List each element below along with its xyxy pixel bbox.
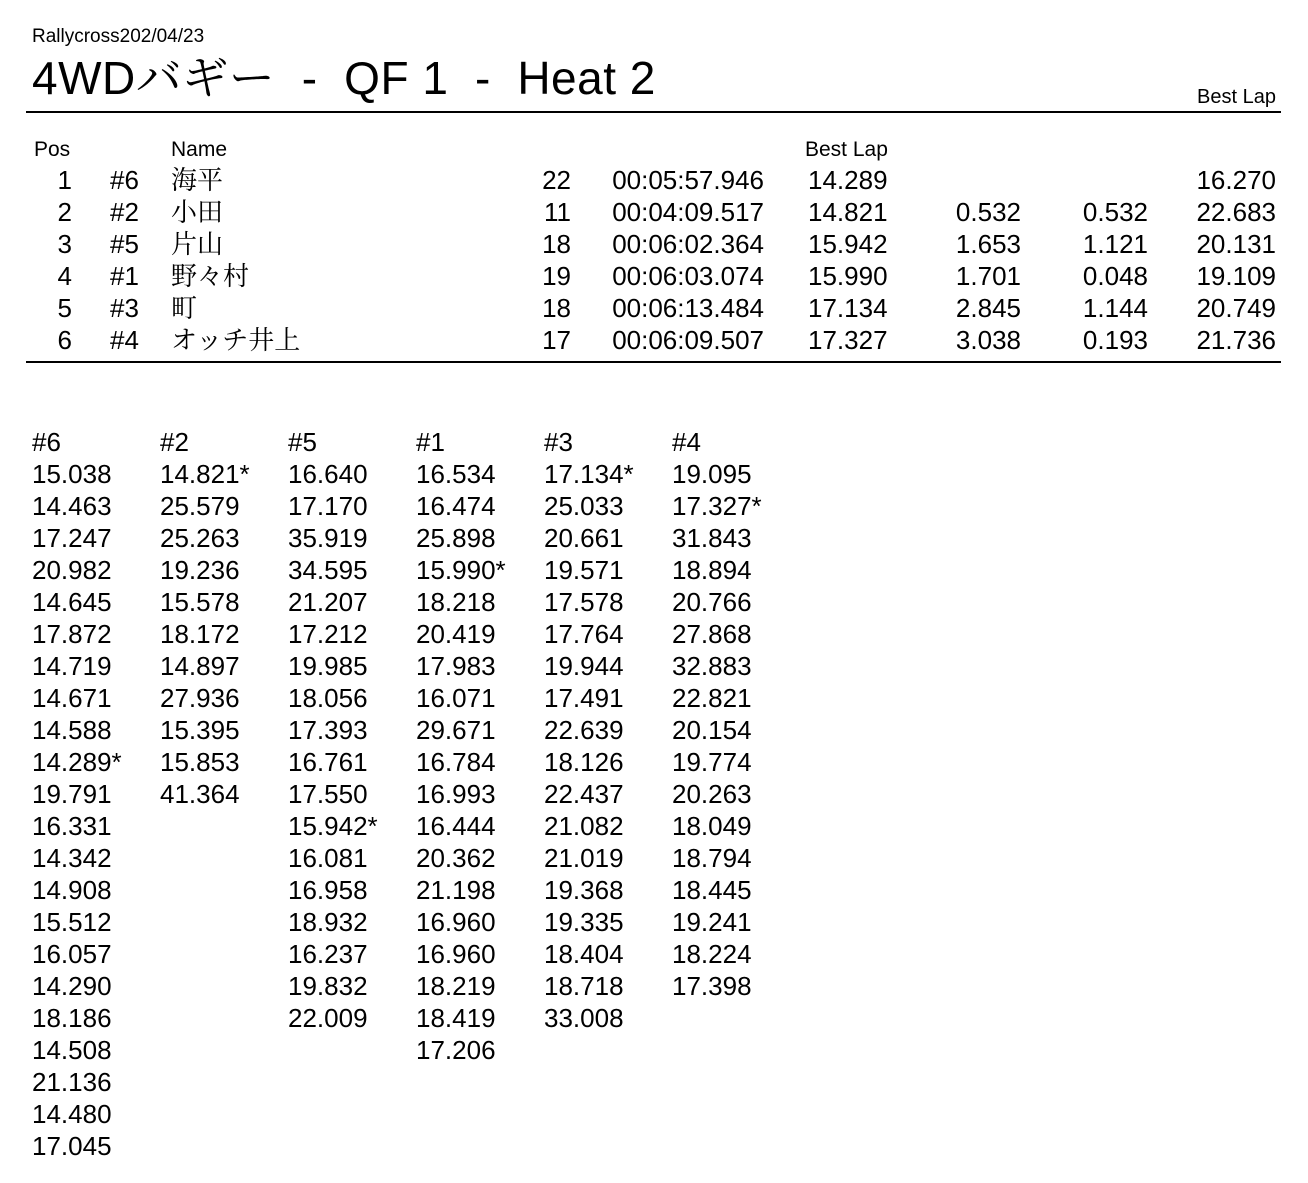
result-best-lap: 17.327: [808, 325, 888, 355]
lap-column-car-number: #5: [288, 427, 317, 457]
lap-time: 14.821*: [160, 459, 250, 489]
lap-time: 18.049: [672, 811, 752, 841]
lap-time: 17.045: [32, 1131, 112, 1161]
lap-time: 15.512: [32, 907, 112, 937]
lap-time: 21.082: [544, 811, 624, 841]
lap-time: 16.784: [416, 747, 496, 777]
lap-time: 22.009: [288, 1003, 368, 1033]
result-race-time: 00:06:03.074: [612, 261, 764, 291]
page-title: 4WDバギー - QF 1 - Heat 2: [32, 52, 656, 104]
result-race-time: 00:06:09.507: [612, 325, 764, 355]
lap-time: 17.550: [288, 779, 368, 809]
table-row: [0, 228, 1308, 260]
lap-time: 17.983: [416, 651, 496, 681]
lap-time: 34.595: [288, 555, 368, 585]
result-race-time: 00:05:57.946: [612, 165, 764, 195]
lap-time: 19.241: [672, 907, 752, 937]
table-row: [0, 292, 1308, 324]
table-row: [0, 164, 1308, 196]
lap-time: 22.437: [544, 779, 624, 809]
lap-time: 22.639: [544, 715, 624, 745]
lap-time: 18.404: [544, 939, 624, 969]
lap-time: 17.206: [416, 1035, 496, 1065]
result-best-lap: 15.942: [808, 229, 888, 259]
result-driver-name: オッチ井上: [171, 325, 301, 355]
result-pos: 2: [57, 197, 72, 227]
result-best-lap: 15.990: [808, 261, 888, 291]
lap-time: 19.791: [32, 779, 112, 809]
lap-time: 21.136: [32, 1067, 112, 1097]
result-ave-lap: 19.109: [1196, 261, 1276, 291]
result-ave-lap: 20.749: [1196, 293, 1276, 323]
result-pos: 5: [57, 293, 72, 323]
lap-time: 18.219: [416, 971, 496, 1001]
result-diff: 3.038: [955, 325, 1021, 355]
lap-time: 14.908: [32, 875, 112, 905]
lap-time: 17.872: [32, 619, 112, 649]
result-pos: 4: [57, 261, 72, 291]
lap-time: 17.327*: [672, 491, 762, 521]
lap-time: 25.263: [160, 523, 240, 553]
lap-time: 15.942*: [288, 811, 378, 841]
lap-time: 19.832: [288, 971, 368, 1001]
lap-time: 19.236: [160, 555, 240, 585]
result-driver-name: 野々村: [171, 261, 250, 291]
lap-time: 17.247: [32, 523, 112, 553]
lap-time: 15.395: [160, 715, 240, 745]
result-best-lap: 17.134: [808, 293, 888, 323]
lap-time: 19.335: [544, 907, 624, 937]
lap-time: 15.853: [160, 747, 240, 777]
top-divider: [26, 111, 1281, 113]
result-race-time: 00:06:02.364: [612, 229, 764, 259]
lap-time: 14.290: [32, 971, 112, 1001]
result-diff: 1.653: [955, 229, 1021, 259]
lap-time: 17.393: [288, 715, 368, 745]
lap-time: 33.008: [544, 1003, 624, 1033]
lap-time: 32.883: [672, 651, 752, 681]
table-row: [0, 324, 1308, 356]
event-label: Rallycross202/04/23: [32, 26, 205, 47]
lap-time: 16.960: [416, 939, 496, 969]
lap-time: 16.444: [416, 811, 496, 841]
result-car-number: #3: [110, 293, 139, 323]
lap-time: 16.331: [32, 811, 112, 841]
result-driver-name: 小田: [171, 197, 224, 227]
result-pos: 1: [57, 165, 72, 195]
lap-time: 19.985: [288, 651, 368, 681]
lap-time: 20.263: [672, 779, 752, 809]
lap-time: 16.960: [416, 907, 496, 937]
lap-time: 15.038: [32, 459, 112, 489]
lap-time: 16.534: [416, 459, 496, 489]
result-laps: 17: [542, 325, 571, 355]
lap-time: 18.894: [672, 555, 752, 585]
lap-time: 14.508: [32, 1035, 112, 1065]
lap-time: 15.578: [160, 587, 240, 617]
lap-time: 16.474: [416, 491, 496, 521]
lap-time: 17.212: [288, 619, 368, 649]
lap-time: 17.170: [288, 491, 368, 521]
result-driver-name: 町: [171, 293, 198, 323]
lap-time: 14.289*: [32, 747, 122, 777]
result-race-time: 00:04:09.517: [612, 197, 764, 227]
result-ave-lap: 22.683: [1196, 197, 1276, 227]
header-pos: Pos: [34, 138, 71, 161]
lap-time: 31.843: [672, 523, 752, 553]
lap-time: 15.990*: [416, 555, 506, 585]
result-gap: 1.121: [1082, 229, 1148, 259]
lap-time: 14.588: [32, 715, 112, 745]
lap-time: 20.766: [672, 587, 752, 617]
lap-time: 35.919: [288, 523, 368, 553]
lap-time: 18.172: [160, 619, 240, 649]
lap-time: 14.645: [32, 587, 112, 617]
lap-time: 17.398: [672, 971, 752, 1001]
result-gap: 0.048: [1082, 261, 1148, 291]
lap-time: 16.640: [288, 459, 368, 489]
lap-time: 16.993: [416, 779, 496, 809]
result-pos: 3: [57, 229, 72, 259]
lap-time: 18.186: [32, 1003, 112, 1033]
lap-time: 20.661: [544, 523, 624, 553]
result-car-number: #5: [110, 229, 139, 259]
lap-time: 18.419: [416, 1003, 496, 1033]
table-row: [0, 196, 1308, 228]
lap-time: 18.445: [672, 875, 752, 905]
lap-column: [672, 426, 800, 1002]
result-driver-name: 片山: [171, 229, 224, 259]
lap-time: 14.463: [32, 491, 112, 521]
result-diff: 2.845: [955, 293, 1021, 323]
lap-time: 14.671: [32, 683, 112, 713]
lap-time: 18.126: [544, 747, 624, 777]
result-driver-name: 海平: [171, 165, 224, 195]
lap-time: 14.719: [32, 651, 112, 681]
result-best-lap: 14.289: [808, 165, 888, 195]
lap-time: 14.342: [32, 843, 112, 873]
result-car-number: #4: [110, 325, 139, 355]
result-laps: 19: [542, 261, 571, 291]
lap-column: [160, 426, 288, 810]
lap-time: 18.224: [672, 939, 752, 969]
lap-time: 27.868: [672, 619, 752, 649]
sort-label: Best Lap: [1197, 86, 1276, 108]
lap-time: 25.898: [416, 523, 496, 553]
lap-time: 18.794: [672, 843, 752, 873]
result-laps: 18: [542, 229, 571, 259]
lap-time: 18.718: [544, 971, 624, 1001]
lap-column: [288, 426, 416, 1034]
lap-time: 20.419: [416, 619, 496, 649]
bottom-divider: [26, 361, 1281, 363]
result-ave-lap: 20.131: [1196, 229, 1276, 259]
result-diff: 1.701: [955, 261, 1021, 291]
lap-column-car-number: #3: [544, 427, 573, 457]
lap-time: 14.897: [160, 651, 240, 681]
header-best-lap: Best Lap: [805, 138, 888, 161]
lap-time: 19.944: [544, 651, 624, 681]
lap-time: 14.480: [32, 1099, 112, 1129]
lap-time: 19.095: [672, 459, 752, 489]
lap-column-car-number: #1: [416, 427, 445, 457]
lap-time: 25.033: [544, 491, 624, 521]
lap-time: 25.579: [160, 491, 240, 521]
lap-time: 16.761: [288, 747, 368, 777]
lap-time: 19.368: [544, 875, 624, 905]
lap-time: 29.671: [416, 715, 496, 745]
lap-time: 16.958: [288, 875, 368, 905]
lap-time: 16.081: [288, 843, 368, 873]
lap-time: 21.198: [416, 875, 496, 905]
result-diff: 0.532: [955, 197, 1021, 227]
result-ave-lap: 16.270: [1196, 165, 1276, 195]
lap-time: 21.019: [544, 843, 624, 873]
lap-time: 27.936: [160, 683, 240, 713]
lap-time: 19.774: [672, 747, 752, 777]
result-ave-lap: 21.736: [1196, 325, 1276, 355]
lap-column-car-number: #4: [672, 427, 701, 457]
lap-column-car-number: #2: [160, 427, 189, 457]
lap-column: [32, 426, 160, 1162]
lap-column: [544, 426, 672, 1034]
result-gap: 0.193: [1082, 325, 1148, 355]
lap-column: [416, 426, 544, 1066]
result-gap: 0.532: [1082, 197, 1148, 227]
lap-time: 41.364: [160, 779, 240, 809]
lap-time: 19.571: [544, 555, 624, 585]
table-row: [0, 260, 1308, 292]
lap-time: 20.154: [672, 715, 752, 745]
result-car-number: #2: [110, 197, 139, 227]
result-car-number: #6: [110, 165, 139, 195]
lap-time: 21.207: [288, 587, 368, 617]
result-laps: 22: [542, 165, 571, 195]
lap-column-car-number: #6: [32, 427, 61, 457]
result-laps: 18: [542, 293, 571, 323]
result-pos: 6: [57, 325, 72, 355]
lap-time: 18.056: [288, 683, 368, 713]
lap-time: 20.362: [416, 843, 496, 873]
lap-time: 20.982: [32, 555, 112, 585]
lap-time: 22.821: [672, 683, 752, 713]
lap-time: 17.134*: [544, 459, 634, 489]
lap-time: 16.071: [416, 683, 496, 713]
lap-time: 18.218: [416, 587, 496, 617]
header-name: Name: [171, 138, 228, 161]
lap-time: 16.237: [288, 939, 368, 969]
result-car-number: #1: [110, 261, 139, 291]
result-gap: 1.144: [1082, 293, 1148, 323]
lap-time: 17.578: [544, 587, 624, 617]
result-laps: 11: [544, 197, 571, 227]
lap-time: 18.932: [288, 907, 368, 937]
lap-time: 17.764: [544, 619, 624, 649]
result-race-time: 00:06:13.484: [612, 293, 764, 323]
lap-time: 16.057: [32, 939, 112, 969]
result-best-lap: 14.821: [808, 197, 888, 227]
lap-time: 17.491: [544, 683, 624, 713]
